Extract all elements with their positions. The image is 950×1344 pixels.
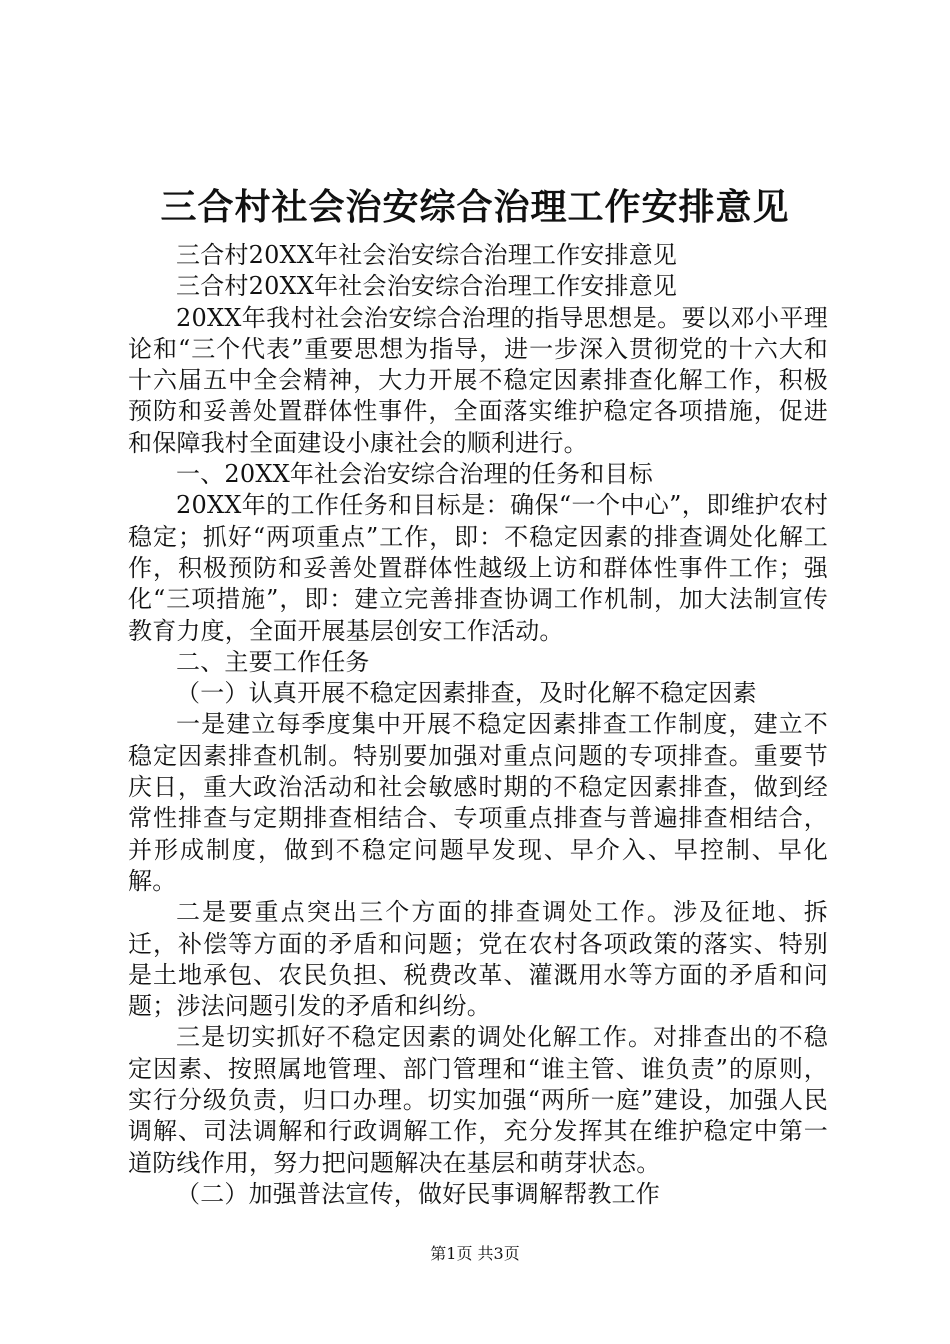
section-heading-2: 二、主要工作任务 (176, 647, 370, 676)
paragraph-subtitle-2: 三合村20XX年社会治安综合治理工作安排意见 (176, 272, 678, 301)
page-footer: 第1页 共3页 (430, 1244, 520, 1263)
paragraph-point-3: 三是切实抓好不稳定因素的调处化解工作。对排查出的不稳定因素、按照属地管理、部门管理和“谁主管、谁负责”的原则，实行分级负责，归口办理。切实加强“两所一庭”建设，加强人民调解、司法调解和行政调解工作，充分发挥其在维护稳定中第一道防线作用，努力把问题解决在基层和萌芽状态。 (128, 1023, 828, 1177)
paragraph-tasks-goals: 20XX年的工作任务和目标是：确保“一个中心”，即维护农村稳定；抓好“两项重点”工作，即：不稳定因素的排查调处化解工作，积极预防和妥善处置群体性越级上访和群体性事件工作；强化“三项措施”，即：建立完善排查协调工作机制，加大法制宣传教育力度，全面开展基层创安工作活动。 (128, 491, 828, 645)
document-body (128, 240, 828, 1210)
paragraph-guiding-ideology: 20XX年我村社会治安综合治理的指导思想是。要以邓小平理论和“三个代表”重要思想为指导，进一步深入贯彻党的十六大和十六届五中全会精神，大力开展不稳定因素排查化解工作，积极预防和妥善处置群体性事件，全面落实维护稳定各项措施，促进和保障我村全面建设小康社会的顺利进行。 (128, 303, 828, 457)
subsection-heading-2: （二）加强普法宣传，做好民事调解帮教工作 (176, 1179, 660, 1208)
paragraph-point-1: 一是建立每季度集中开展不稳定因素排查工作制度，建立不稳定因素排查机制。特别要加强对重点问题的专项排查。重要节庆日，重大政治活动和社会敏感时期的不稳定因素排查，做到经常性排查与定期排查相结合、专项重点排查与普遍排查相结合，并形成制度，做到不稳定问题早发现、早介入、早控制、早化解。 (128, 710, 828, 895)
section-heading-1: 一、20XX年社会治安综合治理的任务和目标 (176, 460, 653, 489)
subsection-heading-1: （一）认真开展不稳定因素排查，及时化解不稳定因素 (176, 679, 757, 708)
paragraph-subtitle-1: 三合村20XX年社会治安综合治理工作安排意见 (176, 241, 678, 269)
paragraph-point-2: 二是要重点突出三个方面的排查调处工作。涉及征地、拆迁，补偿等方面的矛盾和问题；党在农村各项政策的落实、特别是土地承包、农民负担、税费改革、灌溉用水等方面的矛盾和问题；涉法问题引发的矛盾和纠纷。 (128, 898, 828, 1021)
document-title: 三合村社会治安综合治理工作安排意见 (160, 186, 790, 228)
